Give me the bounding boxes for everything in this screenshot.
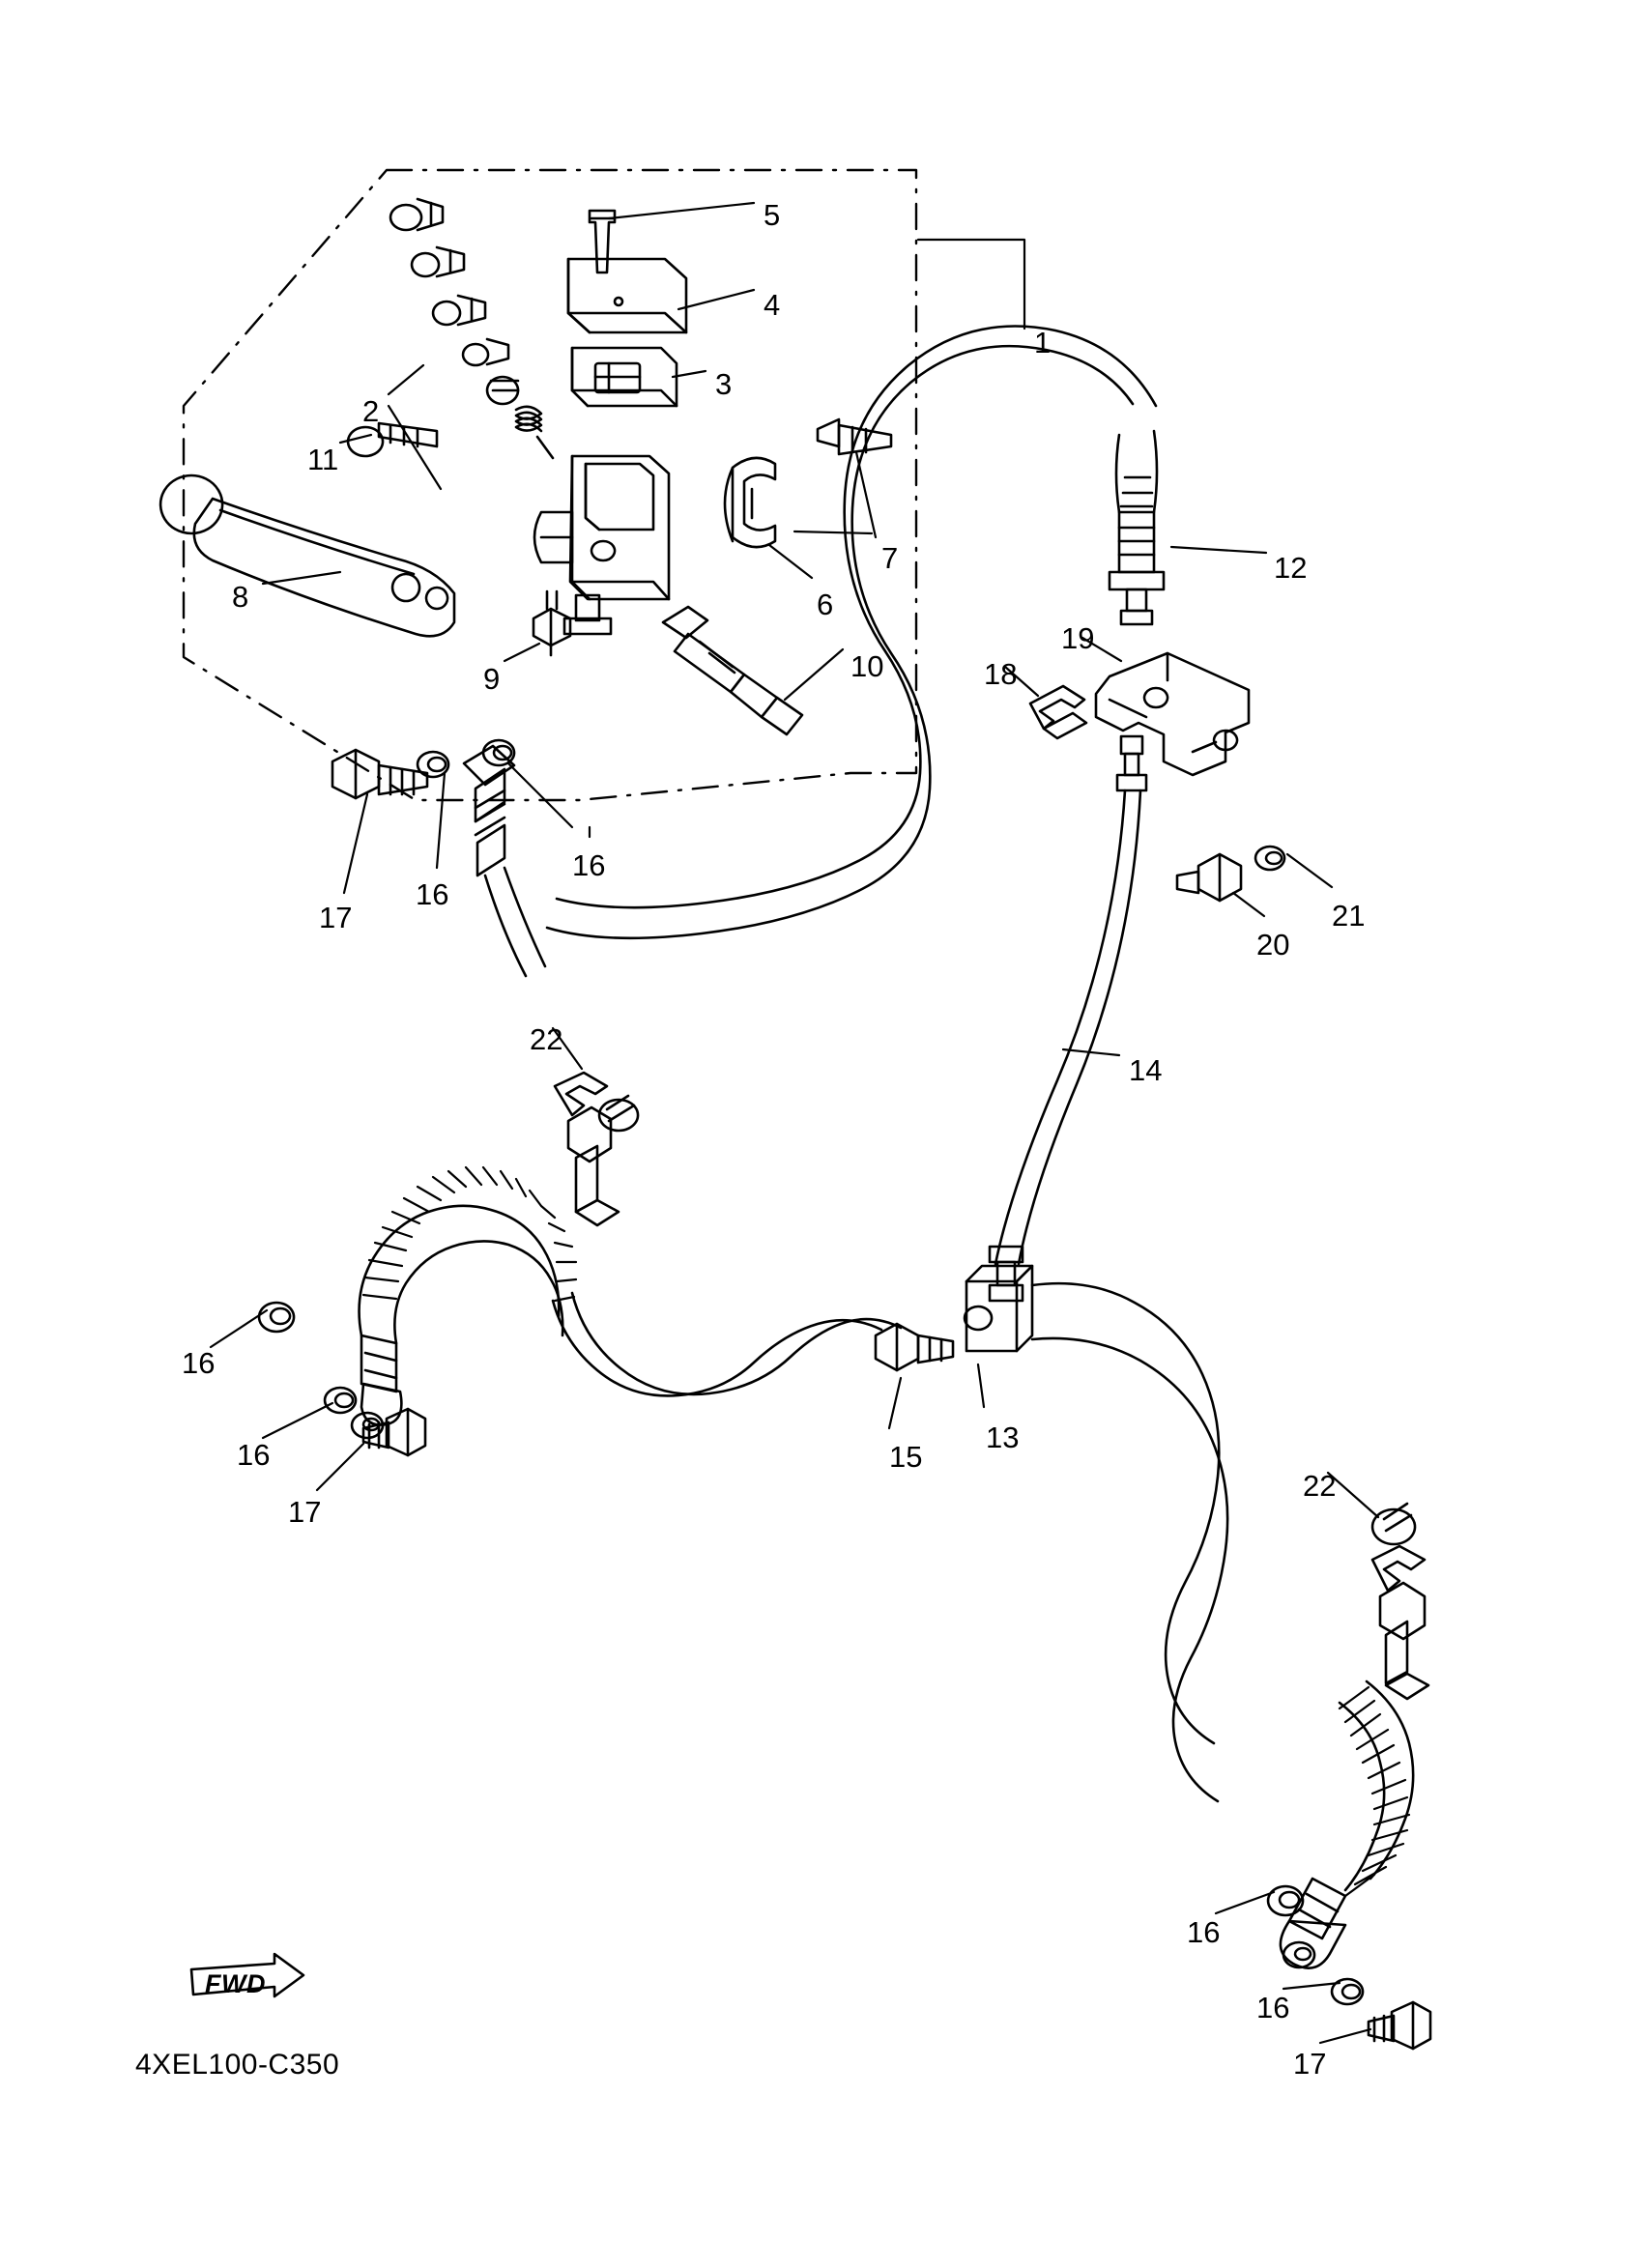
callout-1: 1: [1034, 326, 1052, 359]
part-1-master-cylinder-body: [534, 456, 669, 634]
callout-6: 6: [817, 588, 834, 621]
part-16-washers-lower-right: [1268, 1886, 1363, 2004]
callout-22-a: 22: [530, 1022, 563, 1056]
part-17-union-bolt-lower-right: [1369, 2002, 1430, 2049]
diagram-part-code: 4XEL100-C350: [135, 2049, 340, 2081]
part-12-hose-upper-end: [1110, 431, 1164, 624]
part-7-clamp-bolt: [818, 419, 891, 454]
callout-17-c: 17: [1293, 2047, 1327, 2081]
part-16-washers-lower-left: [259, 1303, 356, 1413]
callout-5: 5: [764, 198, 781, 232]
leader-lines: [211, 203, 1378, 2043]
callout-17-b: 17: [288, 1495, 322, 1529]
callout-21: 21: [1332, 899, 1366, 933]
part-6-hose-clamp: [725, 458, 775, 547]
callout-7: 7: [881, 541, 899, 575]
callout-4: 4: [764, 288, 781, 322]
part-8-brake-lever: [160, 475, 454, 636]
part-21-washer: [1255, 847, 1284, 870]
callout-16-a: 16: [572, 848, 606, 882]
brake-hose-right: [1032, 1283, 1227, 1801]
callout-16-c: 16: [182, 1346, 216, 1380]
part-2-internal-components: [390, 199, 553, 458]
callout-8: 8: [232, 580, 249, 614]
callout-13: 13: [986, 1421, 1020, 1454]
part-22-hose-holder-lower: [1372, 1504, 1428, 1699]
fwd-label: FWD: [205, 1969, 266, 1998]
callout-18: 18: [984, 657, 1018, 691]
callout-9: 9: [483, 662, 501, 696]
callout-16-e: 16: [1187, 1915, 1221, 1949]
part-11-bolt: [348, 423, 437, 456]
callout-16-f: 16: [1256, 1991, 1290, 2024]
part-22-hose-holder-upper: [555, 1073, 638, 1225]
part-15-bolt: [876, 1324, 953, 1370]
brake-hose-lower-left: [352, 1167, 901, 1438]
callout-10: 10: [850, 649, 884, 683]
callout-17-a: 17: [319, 901, 353, 934]
callout-12: 12: [1274, 551, 1308, 585]
callout-2: 2: [362, 394, 380, 428]
callout-15: 15: [889, 1440, 923, 1474]
hose-fitting-upper-left: [464, 746, 545, 976]
part-18-clip: [1030, 686, 1086, 738]
callout-14: 14: [1129, 1053, 1163, 1087]
callout-19: 19: [1061, 621, 1095, 655]
part-4-reservoir-cap: [568, 259, 686, 332]
fwd-direction-marker: [182, 1952, 307, 2020]
part-14-brake-pipe: [990, 736, 1146, 1301]
callout-20: 20: [1256, 928, 1290, 962]
callout-16-d: 16: [237, 1438, 271, 1472]
part-3-diaphragm: [572, 348, 677, 406]
part-19-bracket: [1096, 653, 1249, 775]
part-5-screw: [590, 211, 615, 273]
callout-22-b: 22: [1303, 1469, 1337, 1503]
part-10-brake-light-switch: [663, 607, 802, 734]
assembly-boundary: [184, 170, 916, 800]
brake-hose-lower-right: [1281, 1681, 1413, 1968]
part-20-bolt: [1177, 854, 1241, 901]
callout-3: 3: [715, 367, 733, 401]
callout-11: 11: [307, 443, 339, 476]
callout-16-b: 16: [416, 877, 449, 911]
part-17-union-bolt-lower-left: [363, 1409, 425, 1455]
